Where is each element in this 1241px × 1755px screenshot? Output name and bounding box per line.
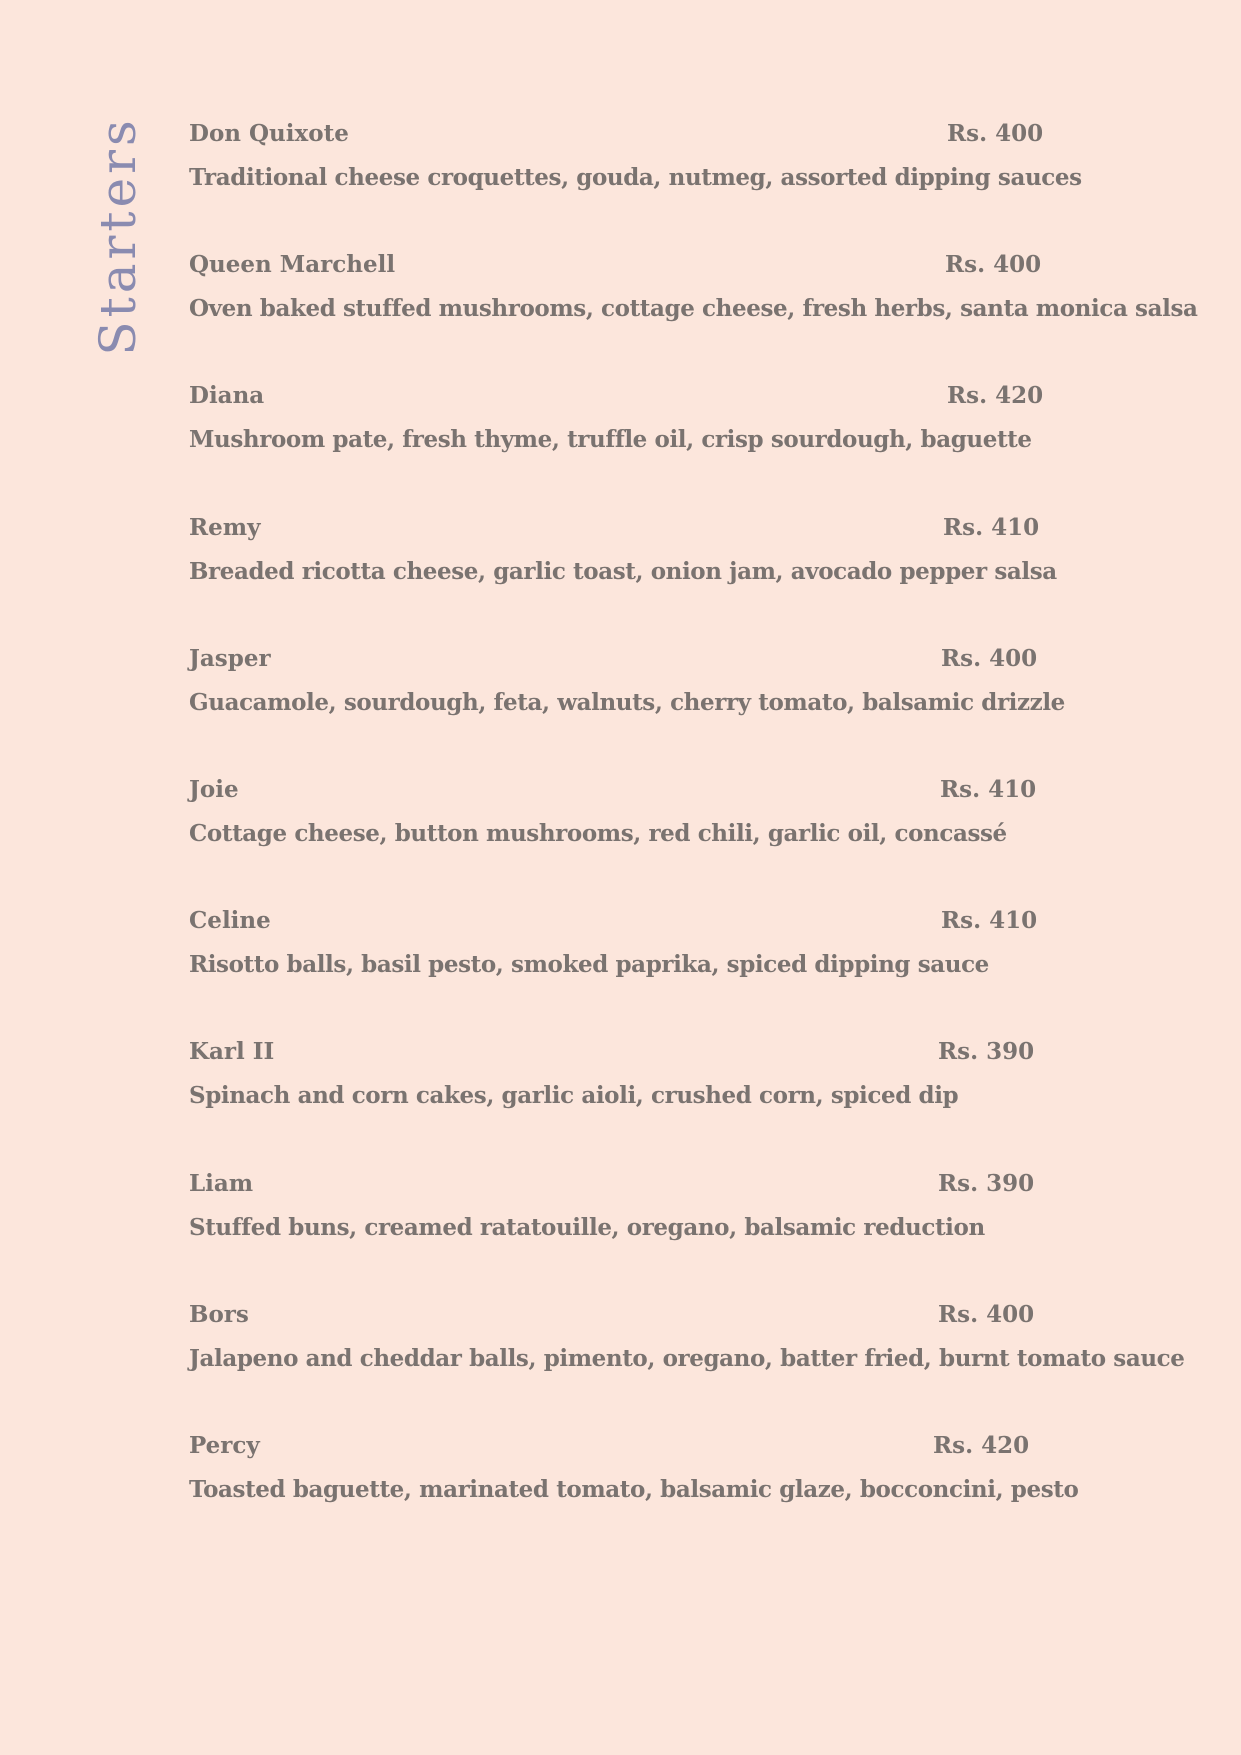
menu-item (189, 1170, 1149, 1301)
item-description: Spinach and corn cakes, garlic aioli, crushed corn, spiced dip (189, 1082, 959, 1110)
item-name: Remy (189, 513, 261, 541)
menu-item (189, 514, 1149, 645)
item-description: Breaded ricotta cheese, garlic toast, onion jam, avocado pepper salsa (189, 557, 1057, 585)
item-name: Percy (189, 1431, 260, 1459)
item-description: Toasted baguette, marinated tomato, balsamic glaze, bocconcini, pesto (189, 1475, 1079, 1503)
item-description: Oven baked stuffed mushrooms, cottage cheese, fresh herbs, santa monica salsa (189, 295, 1198, 323)
item-price: Rs. 400 (945, 251, 1042, 279)
item-price: Rs. 400 (947, 120, 1044, 147)
menu-item (189, 1300, 1185, 1432)
item-name: Joie (189, 775, 239, 803)
section-title-text: Starters (89, 116, 147, 356)
item-name: Don Quixote (189, 120, 349, 147)
menu-item (189, 1038, 1149, 1169)
item-price: Rs. 410 (941, 907, 1038, 935)
item-price: Rs. 400 (941, 644, 1038, 672)
item-name: Celine (189, 907, 271, 935)
item-price: Rs. 390 (938, 1169, 1035, 1197)
item-description: Traditional cheese croquettes, gouda, nutmeg, assorted dipping sauces (189, 164, 1082, 191)
menu-item (189, 382, 1149, 513)
menu-item (189, 120, 1149, 251)
menu-item (189, 1432, 1149, 1563)
item-name: Karl II (189, 1038, 275, 1066)
item-name: Liam (189, 1169, 254, 1197)
menu-item (189, 251, 1198, 382)
item-name: Bors (189, 1300, 249, 1328)
item-description: Stuffed buns, creamed ratatouille, oregano, balsamic reduction (189, 1213, 985, 1241)
item-price: Rs. 390 (938, 1038, 1035, 1066)
item-description: Mushroom pate, fresh thyme, truffle oil, crisp sourdough, baguette (189, 426, 1032, 454)
item-price: Rs. 400 (938, 1300, 1035, 1328)
item-price: Rs. 420 (933, 1431, 1030, 1459)
item-description: Guacamole, sourdough, feta, walnuts, cherry tomato, balsamic drizzle (189, 688, 1065, 716)
item-name: Diana (189, 382, 265, 410)
item-price: Rs. 420 (947, 382, 1044, 410)
item-description: Cottage cheese, button mushrooms, red chili, garlic oil, concassé (189, 819, 1007, 847)
item-name: Queen Marchell (189, 251, 396, 279)
menu-item (189, 645, 1149, 776)
menu-item (189, 776, 1149, 907)
menu-item (189, 907, 1149, 1038)
section-title (88, 116, 148, 356)
item-price: Rs. 410 (940, 775, 1037, 803)
item-name: Jasper (189, 644, 271, 672)
item-price: Rs. 410 (943, 513, 1040, 541)
item-description: Risotto balls, basil pesto, smoked paprika, spiced dipping sauce (189, 951, 989, 979)
item-description: Jalapeno and cheddar balls, pimento, oregano, batter fried, burnt tomato sauce (189, 1344, 1185, 1372)
menu-list (189, 120, 1198, 1563)
